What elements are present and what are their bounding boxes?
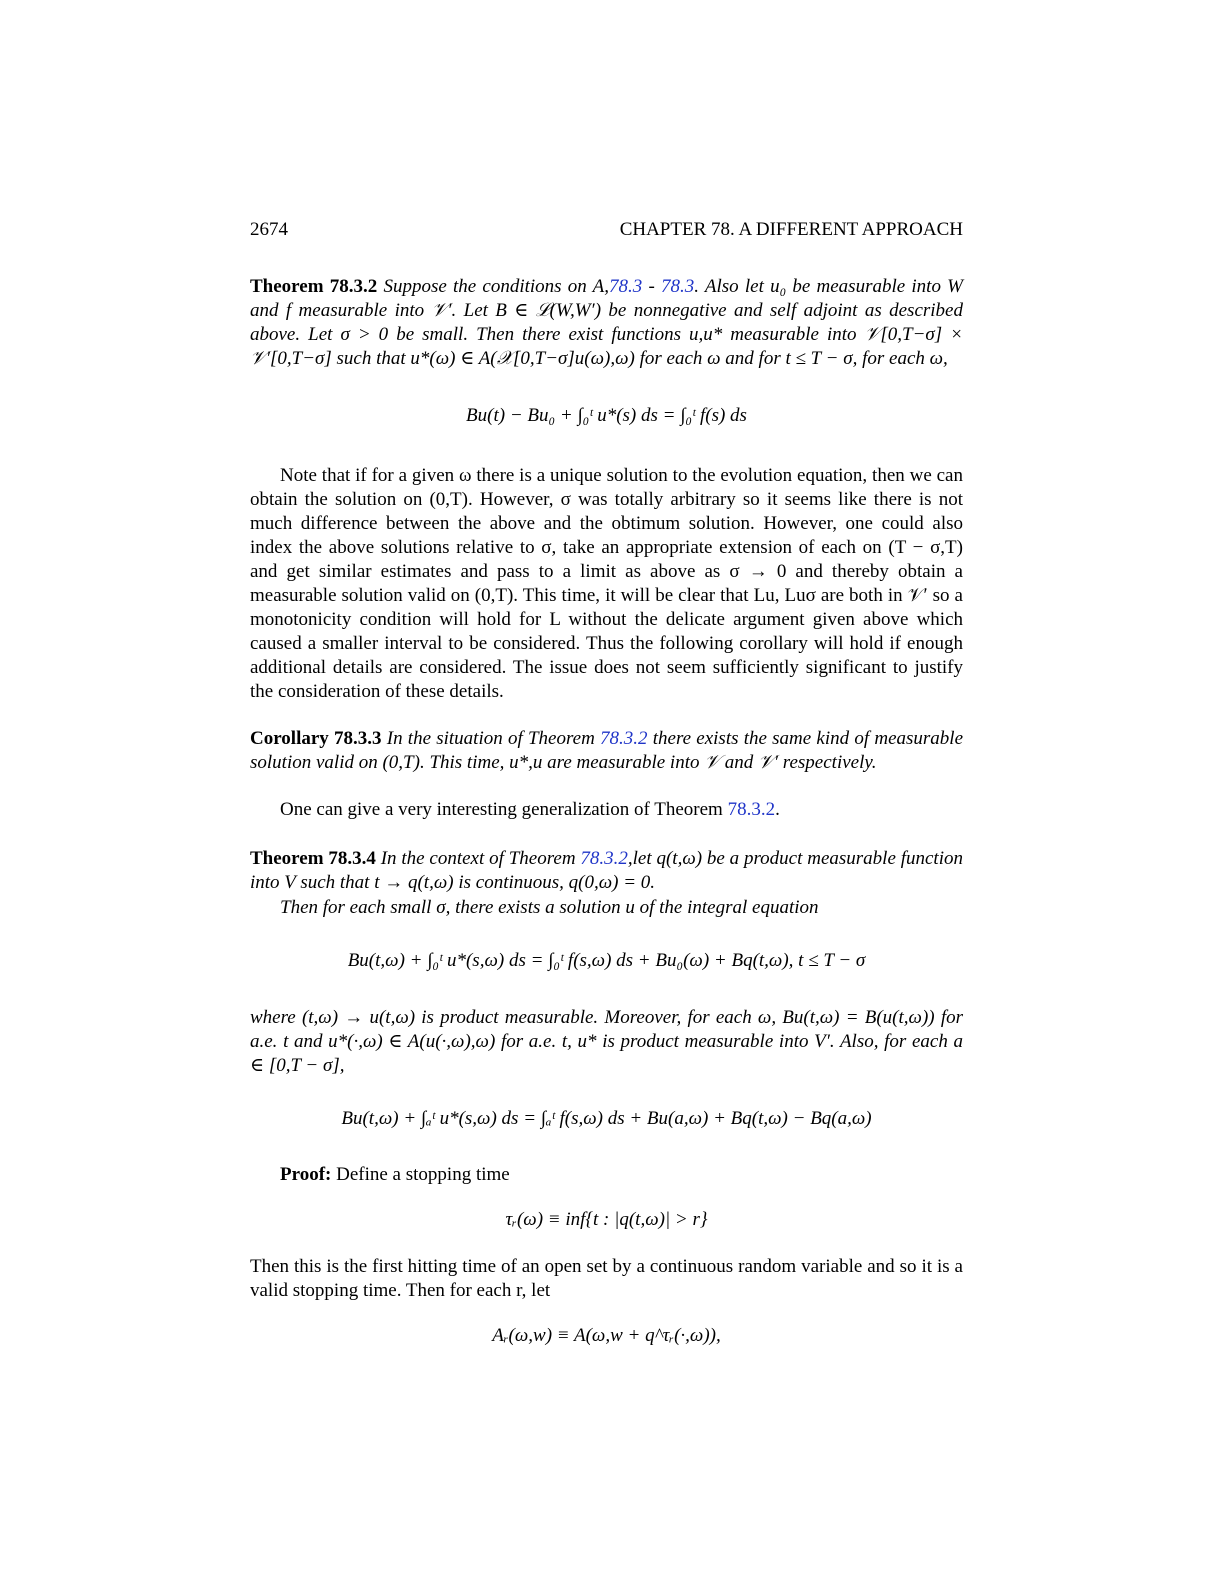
ref-link-78-3-2-c[interactable]: 78.3.2: [580, 848, 628, 869]
ref-link-78-3-2-a[interactable]: 78.3.2: [600, 728, 648, 749]
paragraph-note: Note that if for a given ω there is a unique solution to the evolution equation, then we can obtain the solution on (0,T). However, σ was totally arbitrary so it seems like there is not much difference between the above and the obtimum solution. However, one could also index the above solutions relative to σ, take an appropriate extension of each on (T − σ,T) and get similar estimates and pass to a limit as above as σ → 0 and thereby obtain a measurable solution valid on (0,T). This time, it will be clear that Lu, Luσ are both in 𝒱′ so a monotonicity condition will hold for L without the delicate argument given above which caused a smaller interval to be considered. Thus the following corollary will hold if enough additional details are considered. The issue does not seem sufficiently significant to justify the consideration of these details.: [250, 465, 963, 702]
chapter-title: CHAPTER 78. A DIFFERENT APPROACH: [619, 219, 963, 240]
generalization-text: One can give a very interesting generalization of Theorem: [280, 799, 728, 820]
theorem-text-b: . Also let u₀ be measurable into W and f measurable into 𝒱′. Let B ∈ ℒ(W,W′) be nonnegative and self adjoint as described above. Let σ > 0 be small. Then there exist functions u,u* measurable into 𝒱[0,T−σ] × 𝒱′[0,T−σ] such that u*(ω) ∈ A(𝒳[0,T−σ]u(ω),ω) for each ω and for t ≤ T − σ, for each ω,: [250, 276, 963, 369]
theorem2-text-a: In the context of Theorem: [380, 848, 581, 869]
corollary-label: Corollary 78.3.3: [250, 728, 382, 749]
corollary-text-b: there exists the same kind of measurable solution valid on (0,T). This time, u*,u are measurable into 𝒱 and 𝒱′ respectively.: [250, 728, 963, 773]
proof-label: Proof:: [280, 1164, 332, 1185]
page-number: 2674: [250, 219, 288, 240]
equation-1: Bu(t) − Bu₀ + ∫₀ᵗ u*(s) ds = ∫₀ᵗ f(s) ds: [466, 405, 747, 426]
running-header: [250, 219, 963, 245]
equation-5: Aᵣ(ω,w) ≡ A(ω,w + q^τᵣ(·,ω)),: [492, 1325, 721, 1346]
corollary-text-a: In the situation of Theorem: [386, 728, 601, 749]
ref-sep: -: [642, 276, 662, 297]
paragraph-generalization: [250, 798, 963, 822]
paragraph-stopping-time: Then this is the first hitting time of an open set by a continuous random variable and so it is a valid stopping time. Then for each r, let: [250, 1256, 963, 1301]
paragraph-product-measurable: where (t,ω) → u(t,ω) is product measurable. Moreover, for each ω, Bu(t,ω) = B(u(t,ω)) for a.e. t and u*(·,ω) ∈ A(u(·,ω),ω) for a.e. t, u* is product measurable into V′. Also, for each a ∈ [0,T − σ],: [250, 1007, 963, 1076]
proof-text: Define a stopping time: [331, 1164, 510, 1185]
proof-intro: [250, 1163, 963, 1187]
generalization-end: .: [775, 799, 780, 820]
equation-3: Bu(t,ω) + ∫ₐᵗ u*(s,ω) ds = ∫ₐᵗ f(s,ω) ds + Bu(a,ω) + Bq(t,ω) − Bq(a,ω): [341, 1108, 872, 1129]
theorem2-continuation: Then for each small σ, there exists a solution u of the integral equation: [280, 897, 819, 918]
equation-4: τᵣ(ω) ≡ inf{t : |q(t,ω)| > r}: [505, 1209, 708, 1230]
ref-link-78-3-b[interactable]: 78.3: [661, 276, 695, 297]
ref-link-78-3-a[interactable]: 78.3: [609, 276, 643, 297]
theorem-78-3-4: [250, 847, 963, 895]
theorem-78-3-2: [250, 275, 963, 371]
corollary-78-3-3: [250, 727, 963, 775]
theorem2-text-b: ,let q(t,ω) be a product measurable function into V such that t → q(t,ω) is continuous, q(0,ω) = 0.: [250, 848, 963, 893]
theorem-text-a: Suppose the conditions on A,: [383, 276, 610, 297]
ref-link-78-3-2-b[interactable]: 78.3.2: [727, 799, 776, 820]
theorem2-label: Theorem 78.3.4: [250, 848, 376, 869]
theorem-label: Theorem 78.3.2: [250, 276, 378, 297]
equation-2: Bu(t,ω) + ∫₀ᵗ u*(s,ω) ds = ∫₀ᵗ f(s,ω) ds + Bu₀(ω) + Bq(t,ω), t ≤ T − σ: [347, 950, 866, 971]
